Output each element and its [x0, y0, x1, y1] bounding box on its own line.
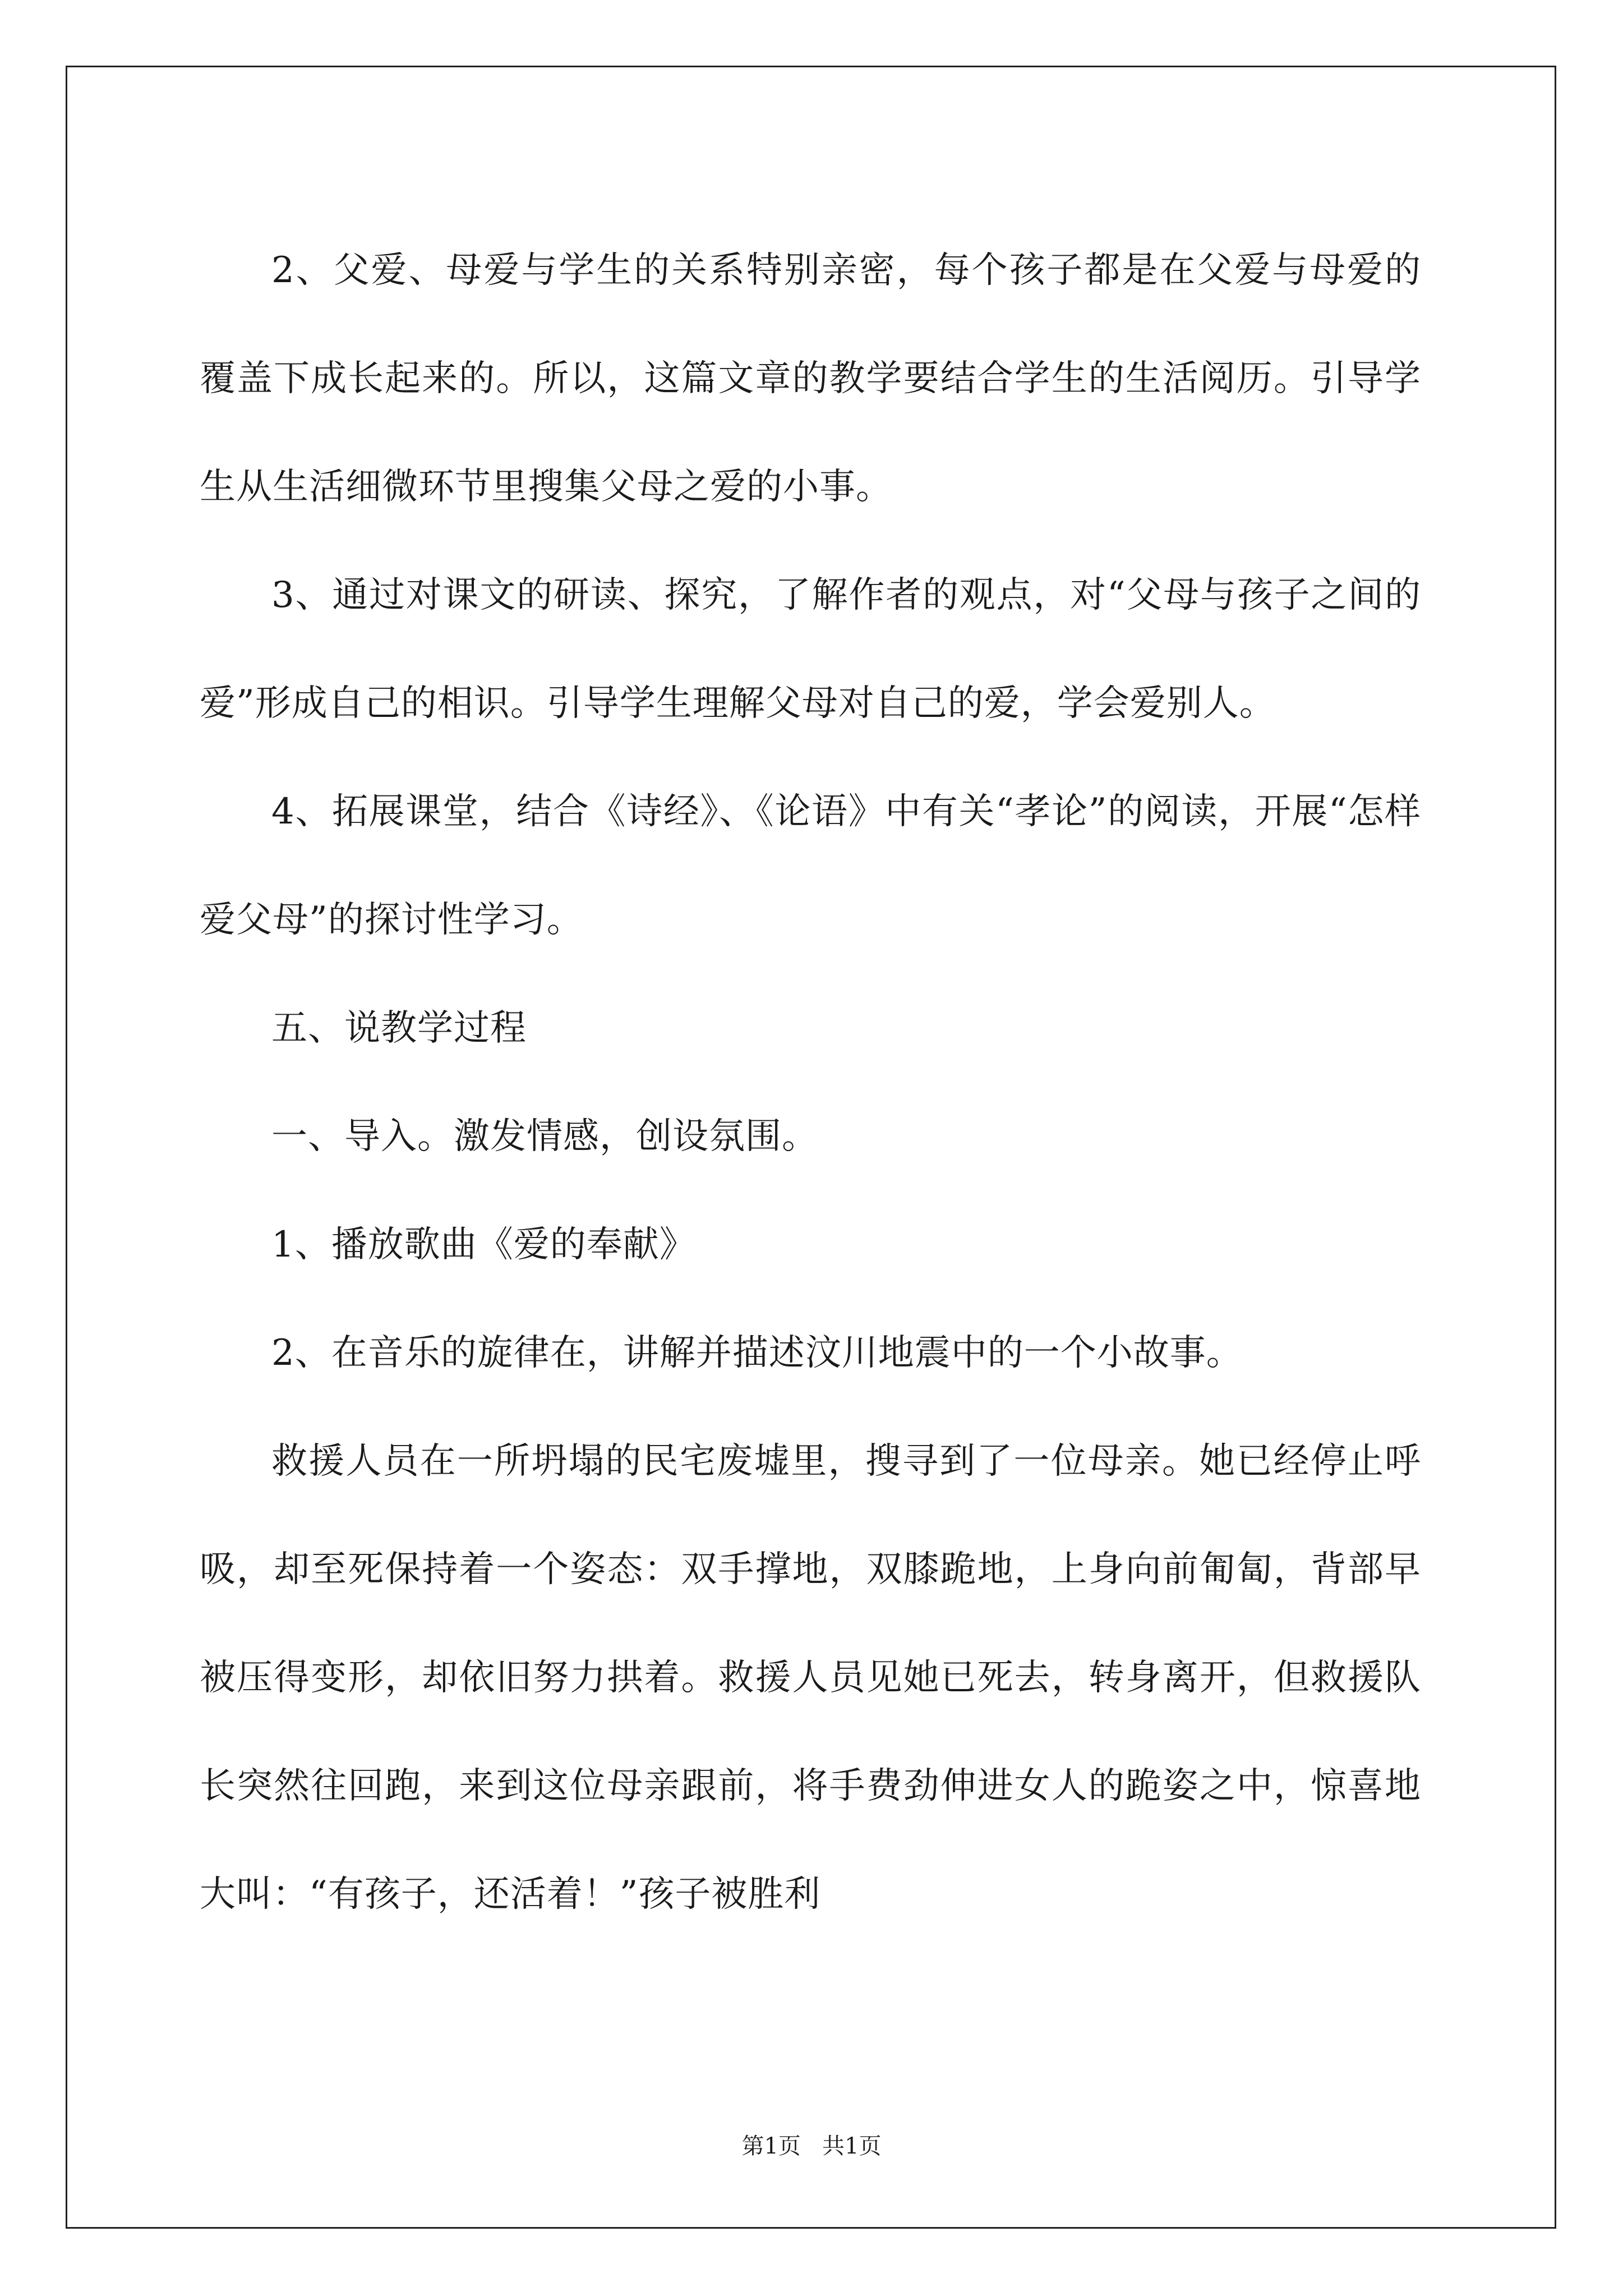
- paragraph: 4、拓展课堂，结合《诗经》、《论语》中有关“孝论”的阅读，开展“怎样爱父母”的探讨性学习。: [200, 791, 1421, 941]
- paragraph: 2、父爱、母爱与学生的关系特别亲密，每个孩子都是在父爱与母爱的覆盖下成长起来的。所以，这篇文章的教学要结合学生的生活阅历。引导学生从生活细微环节里搜集父母之爱的小事。: [200, 250, 1421, 508]
- document-body: [200, 217, 1421, 1949]
- paragraph: 救援人员在一所坍塌的民宅废墟里，搜寻到了一位母亲。她已经停止呼吸，却至死保持着一个姿态：双手撑地，双膝跪地，上身向前匍匐，背部早被压得变形，却依旧努力拱着。救援人员见她已死去，转身离开，但救援队长突然往回跑，来到这位母亲跟前，将手费劲伸进女人的跪姿之中，惊喜地大叫：“有孩子，还活着！”孩子被胜利: [200, 1441, 1421, 1915]
- paragraph: 1、播放歌曲《爱的奉献》: [271, 1224, 696, 1266]
- paragraph: 2、在音乐的旋律在，讲解并描述汶川地震中的一个小故事。: [271, 1332, 1243, 1374]
- page-number-footer: 第1页 共1页: [741, 2133, 882, 2159]
- paragraph: 3、通过对课文的研读、探究，了解作者的观点，对“父母与孩子之间的爱”形成自己的相识。引导学生理解父母对自己的爱，学会爱别人。: [200, 574, 1421, 724]
- subsection-heading: 一、导入。激发情感，创设氛围。: [271, 1116, 818, 1157]
- section-heading: 五、说教学过程: [271, 1007, 527, 1049]
